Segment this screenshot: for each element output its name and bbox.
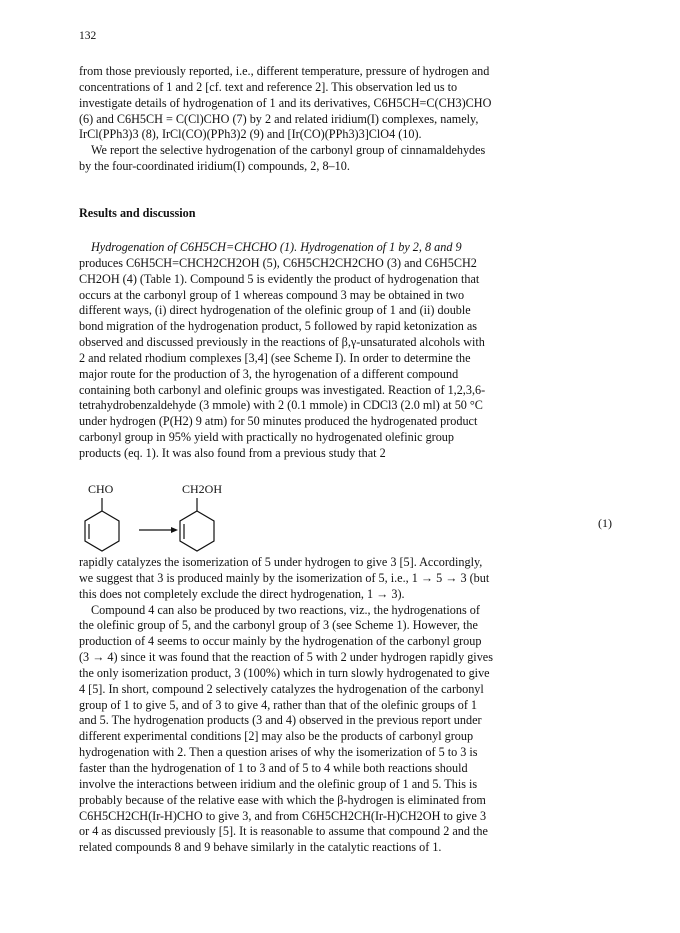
text-line: rapidly catalyzes the isomerization of 5 under hydrogen to give 3 [5]. Accordingly,	[79, 555, 483, 569]
text-line: different experimental conditions [2] may also be the products of carbonyl group	[79, 729, 474, 744]
text-line: (6) and C6H5CH = C(Cl)CHO (7) by 2 and related iridium(I) complexes, namely,	[79, 111, 479, 126]
text-line: from those previously reported, i.e., different temperature, pressure of hydrogen and	[79, 64, 490, 78]
text-line: CH2OH (4) (Table 1). Compound 5 is evidently the product of hydrogenation that	[79, 271, 480, 286]
text-line: 2 and related rhodium complexes [3,4] (see Scheme I). In order to determine the	[79, 350, 471, 365]
text-line: different ways, (i) direct hydrogenation of the olefinic group of 1 and (ii) double	[79, 303, 471, 318]
text-line: IrCl(PPh3)3 (8), IrCl(CO)(PPh3)2 (9) and [Ir(CO)(PPh3)3]ClO4 (10).	[79, 127, 422, 142]
text-line: tetrahydrobenzaldehyde (3 mmole) with 2 (0.1 mmole) in CDCl3 (2.0 ml) at 50 °C	[79, 398, 483, 413]
text-line: under hydrogen (P(H2) 9 atm) for 50 minutes produced the hydrogenated product	[79, 414, 478, 429]
section-heading: Results and discussion	[79, 206, 196, 220]
equation-number: (1)	[598, 516, 612, 530]
text-line: C6H5CH2CH(Ir-H)CHO to give 3, and from C6H5CH2CH(Ir-H)CH2OH to give 3	[79, 808, 487, 823]
text-line: group of 1 to give 5, and of 3 to give 4, rather than that of the olefinic groups of 1	[79, 697, 478, 712]
paragraph-isomerization	[79, 555, 619, 856]
text-line: concentrations of 1 and 2 [cf. text and reference 2]. This observation led us to	[79, 79, 458, 94]
text-line: 4 [5]. In short, compound 2 selectively catalyzes the hydrogenation of the carbonyl	[79, 681, 484, 696]
text-line: observed and discussed previously in the reactions of β,γ-unsaturated alcohols with	[79, 335, 485, 350]
text-line: by the four-coordinated iridium(I) compounds, 2, 8–10.	[79, 159, 350, 174]
reactant-ring	[85, 511, 119, 551]
reaction-arrow-head	[171, 527, 178, 533]
text-line: products (eq. 1). It was also found from a previous study that 2	[79, 445, 386, 460]
text-line: hydrogenation with 2. Then a question arises of why the isomerization of 5 to 3 is	[79, 745, 478, 760]
text-line: probably because of the relative ease with which the β-hydrogen is eliminated from	[79, 792, 486, 807]
text-line: occurs at the carbonyl group of 1 whereas compound 3 may be obtained in two	[79, 287, 465, 302]
equation-1-diagram	[79, 478, 619, 552]
paragraph-intro-continuation	[79, 64, 619, 175]
equation-reactant-label: CHO	[88, 482, 114, 496]
text-line: containing both carbonyl and olefinic groups was investigated. Reaction of 1,2,3,6-	[79, 382, 486, 397]
text-line: Compound 4 can also be produced by two reactions, viz., the hydrogenations of	[91, 602, 480, 617]
text-line: we suggest that 3 is produced mainly by the isomerization of 5, i.e., 1 → 5 → 3 (but	[79, 570, 490, 585]
text-line: carbonyl group in 95% yield with practically no hydrogenated olefinic group	[79, 430, 454, 445]
text-line: major route for the production of 3, the hyrogenation of a different compound	[79, 366, 459, 381]
text-line: involve the interactions between iridium and the olefinic group of 1 and 5. This is	[79, 776, 478, 791]
text-line: faster than the hydrogenation of 1 to 3 and of 5 to 4 while both reactions should	[79, 760, 468, 775]
page-number: 132	[79, 30, 97, 42]
text-line: (3 → 4) since it was found that the reaction of 5 with 2 under hydrogen rapidly gives	[79, 650, 493, 665]
text-line: Hydrogenation of C6H5CH=CHCHO (1). Hydrogenation of 1 by 2, 8 and 9	[91, 240, 462, 254]
text-line: We report the selective hydrogenation of the carbonyl group of cinnamaldehydes	[91, 143, 486, 158]
product-ring	[180, 511, 214, 551]
text-line: the olefinic group of 5, and the carbonyl group of 3 (see Scheme 1). However, the	[79, 618, 478, 633]
text-line: bond migration of the hydrogenation product, 5 followed by rapid ketonization as	[79, 319, 478, 334]
text-line: production of 4 seems to occur mainly by the hydrogenation of the carbonyl group	[79, 634, 482, 649]
paragraph-hydrogenation	[79, 240, 619, 462]
text-line: produces C6H5CH=CHCH2CH2OH (5), C6H5CH2CH2CHO (3) and C6H5CH2	[79, 255, 477, 270]
text-line: related compounds 8 and 9 behave similarly in the catalytic reactions of 1.	[79, 840, 442, 855]
text-line: or 4 as discussed previously [5]. It is reasonable to assume that compound 2 and the	[79, 824, 488, 839]
text-line: this does not completely exclude the direct hydrogenation, 1 → 3).	[79, 586, 405, 601]
text-line: and 5. The hydrogenation products (3 and 4) observed in the previous report under	[79, 713, 482, 728]
text-line: the only isomerization product, 3 (100%) which in turn slowly hydrogenated to give	[79, 665, 490, 680]
text-line: investigate details of hydrogenation of 1 and its derivatives, C6H5CH=C(CH3)CHO	[79, 95, 492, 110]
equation-product-label: CH2OH	[182, 482, 223, 496]
